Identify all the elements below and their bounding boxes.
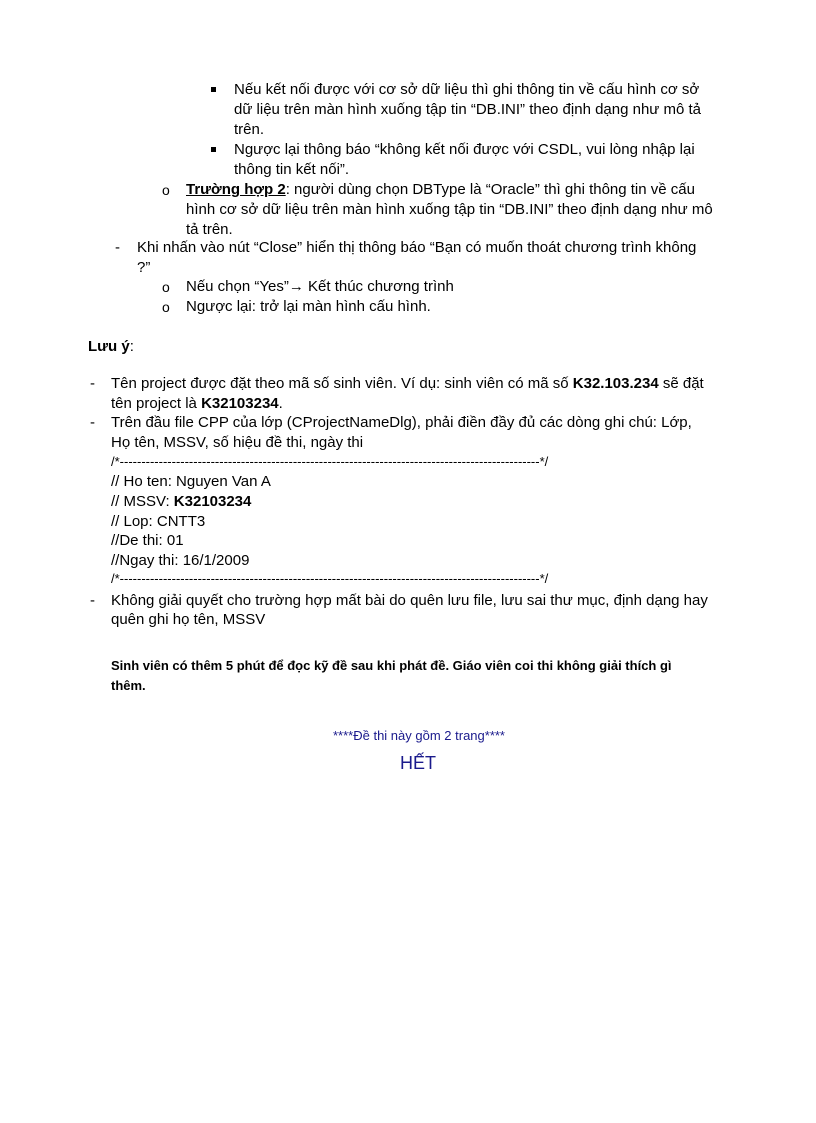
code-lop: // Lop: CNTT3 (111, 513, 206, 530)
case2-text: : người dùng chọn DBType là “Oracle” thì ghi thông tin về cấu (285, 181, 695, 198)
code-dethi: //De thi: 01 (111, 532, 184, 549)
instruction-line-1: Sinh viên có thêm 5 phút để đọc kỹ đề sau khi phát đề. Giáo viên coi thi không giải thích gì (111, 658, 672, 673)
close-line-2: ?” (137, 259, 151, 276)
yes-line: Nếu chọn “Yes”→ Kết thúc chương trình (186, 278, 454, 295)
note1-line-2: tên project là K32103234. (111, 395, 283, 412)
code-separator: /*-------------------------------------------------------------------------------------------------*/ (111, 454, 549, 469)
no-line: Ngược lại: trở lại màn hình cấu hình. (186, 298, 431, 315)
note3-line-1: Không giải quyết cho trường hợp mất bài do quên lưu file, lưu sai thư mục, định dạng hay (111, 592, 708, 609)
dash-bullet-icon: - (90, 592, 95, 609)
case2-line-3: tả trên. (186, 221, 233, 238)
instruction-line-2: thêm. (111, 678, 146, 693)
arrow-right-icon: → (288, 278, 304, 295)
note2-line-2: Họ tên, MSSV, số hiệu đề thi, ngày thi (111, 434, 364, 451)
sub-bullet-1-line-1: Nếu kết nối được với cơ sở dữ liệu thì ghi thông tin về cấu hình cơ sở (234, 81, 700, 98)
note2-line-1: Trên đầu file CPP của lớp (CProjectNameDlg), phải điền đầy đủ các dòng ghi chú: Lớp, (111, 414, 692, 431)
case2-label: Trường hợp 2 (186, 181, 286, 198)
case2-line-1 (186, 181, 695, 199)
circle-bullet-icon: o (162, 279, 170, 295)
sub-bullet-1-line-3: trên. (234, 121, 265, 138)
note1-line-1: Tên project được đặt theo mã số sinh viên. Ví dụ: sinh viên có mã số K32.103.234 sẽ đặt (111, 375, 704, 392)
sub-bullet-1-line-2: dữ liệu trên màn hình xuống tập tin “DB.INI” theo định dạng như mô tả (234, 101, 702, 118)
dash-bullet-icon: - (90, 414, 95, 431)
page-count-note: ****Đề thi này gồm 2 trang**** (333, 728, 505, 743)
code-separator: /*-------------------------------------------------------------------------------------------------*/ (111, 571, 549, 586)
square-bullet-icon (211, 147, 216, 152)
square-bullet-icon (211, 87, 216, 92)
close-line-1: Khi nhấn vào nút “Close” hiển thị thông báo “Bạn có muốn thoát chương trình không (137, 239, 697, 256)
dash-bullet-icon: - (115, 239, 120, 256)
circle-bullet-icon: o (162, 182, 170, 198)
note3-line-2: quên ghi họ tên, MSSV (111, 611, 266, 628)
dash-bullet-icon: - (90, 375, 95, 392)
end-marker: HẾT (400, 753, 436, 773)
sub-bullet-2-line-2: thông tin kết nối”. (234, 161, 350, 178)
code-mssv: // MSSV: K32103234 (111, 493, 252, 510)
sub-bullet-2-line-1: Ngược lại thông báo “không kết nối được với CSDL, vui lòng nhập lại (234, 141, 695, 158)
code-ngay: //Ngay thi: 16/1/2009 (111, 552, 250, 569)
case2-line-2: hình cơ sở dữ liệu trên màn hình xuống tập tin “DB.INI” theo định dạng như mô (186, 201, 713, 218)
circle-bullet-icon: o (162, 299, 170, 315)
code-name: // Ho ten: Nguyen Van A (111, 473, 271, 490)
note-heading: Lưu ý: (88, 338, 134, 355)
